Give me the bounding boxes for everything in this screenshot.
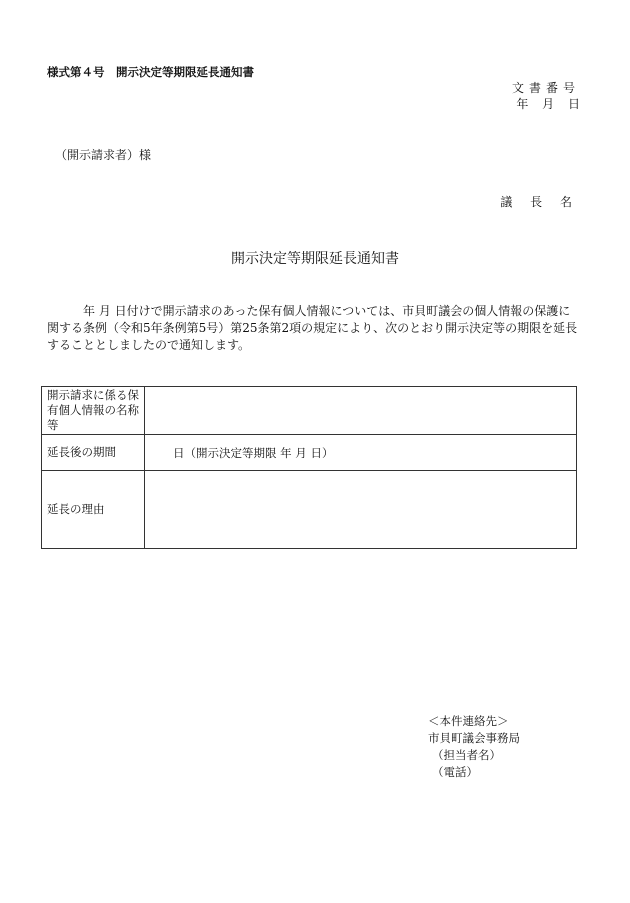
document-number: 文書番号	[511, 81, 580, 95]
row-value-period[interactable]: 日（開示決定等期限 年 月 日）	[145, 435, 577, 471]
form-label: 様式第４号 開示決定等期限延長通知書	[47, 65, 254, 79]
row-value-info-name[interactable]	[145, 387, 577, 435]
issue-date: 年 月 日	[516, 97, 580, 111]
contact-block	[428, 713, 520, 781]
contact-heading: ＜本件連絡先＞	[428, 714, 509, 728]
row-label-info-name: 開示請求に係る保有個人情報の名称等	[42, 387, 145, 435]
addressee: （開示請求者）様	[55, 148, 152, 162]
chairman-name: 議 長 名	[500, 195, 572, 209]
contact-office: 市貝町議会事務局	[428, 731, 520, 745]
notice-paragraph	[47, 303, 580, 354]
info-table	[41, 386, 577, 549]
contact-person: （担当者名）	[432, 748, 501, 762]
row-label-reason: 延長の理由	[42, 471, 145, 549]
table-row	[42, 471, 577, 549]
document-title: 開示決定等期限延長通知書	[231, 251, 399, 267]
table-row	[42, 387, 577, 435]
table-row	[42, 435, 577, 471]
row-label-period: 延長後の期間	[42, 435, 145, 471]
row-value-reason[interactable]	[145, 471, 577, 549]
contact-phone: （電話）	[432, 765, 478, 779]
paragraph-text: 年 月 日付けで開示請求のあった保有個人情報については、市貝町議会の個人情報の保護に関する条例（令和5年条例第5号）第25条第2項の規定により、次のとおり開示決定等の期限を延長することとしましたので通知します。	[47, 304, 578, 352]
